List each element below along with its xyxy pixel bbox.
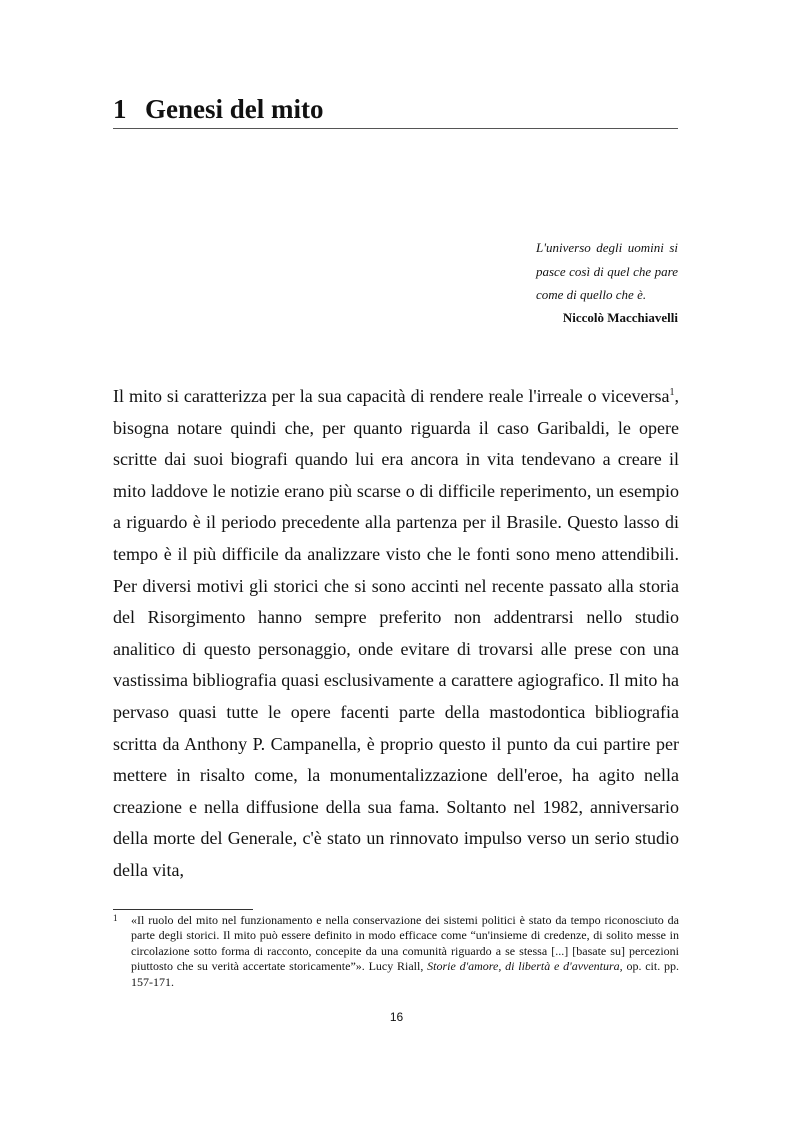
body-text-part-2: , bisogna notare quindi che, per quanto riguarda il caso Garibaldi, le opere scritte dai suoi biografi quando lui era ancora in vita tendevano a creare il mito laddove le notizie erano più scarse o di difficile reperimento, un esempio a riguardo è il periodo precedente alla partenza per il Brasile. Questo lasso di tempo è il più difficile da analizzare visto che le fonti sono meno attendibili. Per diversi motivi gli storici che si sono accinti nel recente passato alla storia del Risorgimento hanno sempre preferito non addentrarsi nello studio analitico di questo personaggio, onde evitare di trovarsi alle prese con una vastissima bibliografia quasi esclusivamente a carattere agiografico. Il mito ha pervaso quasi tutte le opere facenti parte della mastodontica bibliografia scritta da Anthony P. Campanella, è proprio questo il punto da cui partire per mettere in risalto come, la monumentalizzazione dell'eroe, ha agito nella creazione e nella diffusione della sua fama. Soltanto nel 1982, anniversario della morte del Generale, c'è stato un rinnovato impulso verso un serio studio della vita, [113, 386, 679, 880]
footnote-citation: op. cit. pp. 157-171. [131, 959, 680, 989]
footnote-text [131, 913, 679, 990]
footnote-book-title: Storie d'amore, di libertà e d'avventura, [427, 959, 623, 974]
chapter-heading [113, 92, 678, 129]
footnote-separator [113, 909, 253, 910]
page-number: 16 [389, 1010, 404, 1024]
chapter-number: 1 [113, 94, 127, 124]
epigraph-author: Niccolò Macchiavelli [562, 309, 678, 325]
footnote-mark: 1 [113, 913, 118, 923]
chapter-title-text: Genesi del mito [145, 94, 324, 124]
epigraph [536, 236, 678, 329]
footnote-reference[interactable]: 1 [669, 387, 675, 398]
footnote [113, 913, 679, 990]
body-paragraph [113, 381, 679, 887]
body-text-part-1: Il mito si caratterizza per la sua capacità di rendere reale l'irreale o viceversa [113, 386, 670, 406]
chapter-title [113, 92, 678, 126]
epigraph-quote: L'universo degli uomini si pasce così di quel che pare come di quello che è. [536, 240, 678, 302]
footnote-quote: «Il ruolo del mito nel funzionamento e nella conservazione dei sistemi politici è stato da tempo riconosciuto da parte degli storici. Il mito può essere definito in modo efficace come “un'insieme di credenze, di solito messe in circolazione sotto forma di racconto, concepite da una comunità riguardo a se stessa [...] [basate su] percezioni piuttosto che su verità accertate storicamente”». Lucy Riall, [131, 913, 679, 974]
